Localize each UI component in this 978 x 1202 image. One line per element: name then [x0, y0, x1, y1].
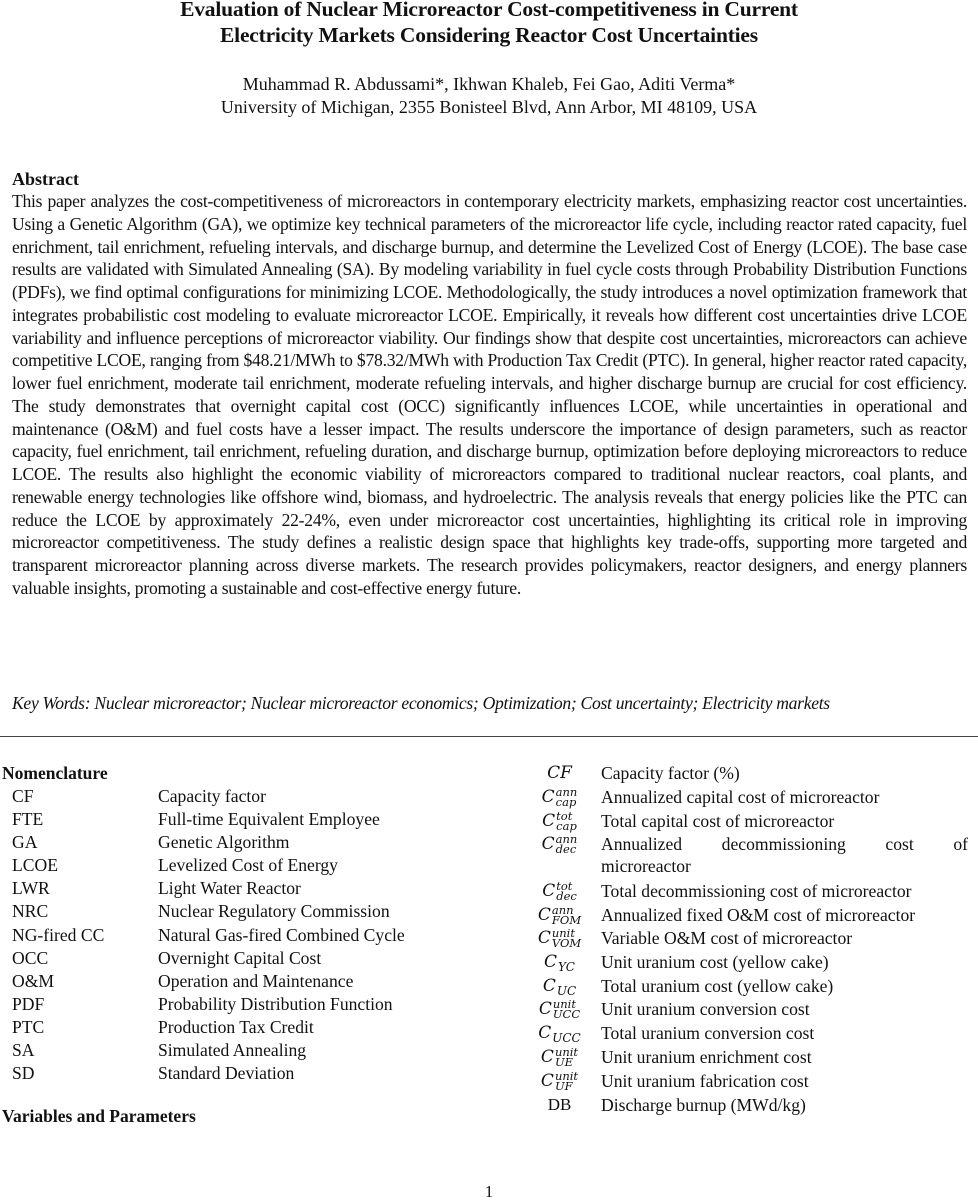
nomenclature-definition: Operation and Maintenance	[158, 970, 354, 991]
nomenclature-item	[0, 808, 500, 831]
variable-definition: Discharge burnup (MWd/kg)	[601, 1094, 806, 1115]
nomenclature-item	[0, 854, 500, 877]
keywords: Key Words: Nuclear microreactor; Nuclear microreactor economics; Optimization; Cost uncertainty; Electricity markets	[12, 693, 830, 713]
variables-heading: Variables and Parameters	[2, 1106, 196, 1126]
nomenclature-abbr: GA	[12, 832, 38, 853]
variable-symbol: C UC	[542, 975, 577, 998]
nomenclature-item	[0, 993, 500, 1016]
nomenclature-abbr: PDF	[12, 993, 45, 1014]
nomenclature-definition: Overnight Capital Cost	[158, 947, 322, 968]
variable-symbol: C unit UCC	[538, 997, 581, 1021]
abstract-body: This paper analyzes the cost-competitiveness of microreactors in contemporary electricity markets, emphasizing reactor cost uncertainties. Using a Genetic Algorithm (GA), we optimize key technical parameters of the microreactor life cycle, including reactor rated capacity, fuel enrichment, tail enrichment, refueling intervals, and discharge burnup, and determine the Levelized Cost of Energy (LCOE). The base case results are validated with Simulated Annealing (SA). By modeling variability in fuel cycle costs through Probability Distribution Functions (PDFs), we find optimal configurations for minimizing LCOE. Methodologically, the study introduces a novel optimization framework that integrates probabilistic cost modeling to evaluate microreactor LCOE. Empirically, it reveals how different cost uncertainties drive LCOE variability and influence perceptions of microreactor viability. Our findings show that despite cost uncertainties, microreactors can achieve competitive LCOE, ranging from $48.21/MWh to $78.32/MWh with Production Tax Credit (PTC). In general, higher reactor rated capacity, lower fuel enrichment, moderate tail enrichment, moderate refueling intervals, and higher discharge burnup are crucial for cost efficiency. The study demonstrates that overnight capital cost (OCC) significantly influences LCOE, while uncertainties in operational and maintenance (O&M) and fuel costs have a lesser impact. The results underscore the importance of design parameters, such as reactor capacity, fuel enrichment, tail enrichment, refueling duration, and discharge burnup, optimization before deploying microreactors to reduce LCOE. The results also highlight the economic viability of microreactors compared to traditional nuclear reactors, coal plants, and renewable energy technologies like offshore wind, biomass, and hydroelectric. The analysis reveals that energy policies like the PTC can reduce the LCOE by approximately 22-24%, even under microreactor cost uncertainties, highlighting its critical role in improving microreactor competitiveness. The study defines a realistic design space that highlights key trade-offs, supporting more targeted and transparent microreactor planning across diverse markets. The research provides policymakers, reactor designers, and energy planners valuable insights, promoting a sustainable and cost-effective energy future.	[12, 191, 967, 598]
nomenclature-item	[0, 1039, 500, 1062]
variable-item	[518, 810, 968, 834]
nomenclature-definition: Nuclear Regulatory Commission	[158, 901, 390, 922]
nomenclature-item	[0, 900, 500, 923]
nomenclature-abbr: OCC	[12, 947, 49, 968]
nomenclature-list	[0, 785, 500, 1085]
variable-item	[518, 786, 968, 810]
variable-definition: Total uranium cost (yellow cake)	[601, 975, 834, 996]
nomenclature-definition: Standard Deviation	[158, 1063, 295, 1084]
nomenclature-abbr: FTE	[12, 809, 44, 830]
variable-symbol: C unit UF	[540, 1068, 579, 1093]
nomenclature-definition: Levelized Cost of Energy	[158, 855, 338, 876]
title-line-2: Electricity Markets Considering Reactor Cost Uncertainties	[220, 23, 758, 47]
nomenclature-item	[0, 924, 500, 947]
page-number: 1	[484, 1182, 494, 1201]
nomenclature-abbr: LCOE	[12, 855, 58, 876]
author-block	[0, 73, 978, 119]
nomenclature-abbr: NG-fired CC	[12, 924, 105, 945]
variable-definition: Annualized fixed O&M cost of microreactor	[601, 904, 916, 925]
nomenclature-item	[0, 831, 500, 854]
nomenclature-item	[0, 1062, 500, 1085]
nomenclature-item	[0, 785, 500, 808]
nomenclature-abbr: CF	[12, 786, 34, 806]
nomenclature-abbr: SA	[12, 1040, 35, 1061]
nomenclature-definition: Full-time Equivalent Employee	[158, 809, 380, 830]
variable-item	[518, 998, 968, 1022]
variable-definition: Unit uranium enrichment cost	[601, 1046, 812, 1067]
variable-symbol: CF	[547, 763, 572, 783]
abstract-heading: Abstract	[12, 169, 79, 189]
nomenclature-item	[0, 1016, 500, 1039]
variable-definition: Unit uranium conversion cost	[601, 999, 810, 1019]
nomenclature-definition: Light Water Reactor	[158, 878, 301, 899]
nomenclature-definition: Capacity factor	[158, 786, 266, 806]
nomenclature-definition: Simulated Annealing	[158, 1040, 307, 1061]
nomenclature-abbr: O&M	[12, 970, 55, 991]
nomenclature-item	[0, 970, 500, 993]
variable-definition: Total decommissioning cost of microreactor	[601, 881, 912, 901]
variable-item	[518, 1046, 968, 1070]
variable-item	[518, 951, 968, 975]
variable-item	[518, 880, 968, 904]
nomenclature-item	[0, 877, 500, 900]
affiliation: University of Michigan, 2355 Bonisteel Blvd, Ann Arbor, MI 48109, USA	[220, 97, 758, 117]
variable-symbol: C unit VOM	[537, 926, 582, 950]
variable-symbol: C YC	[544, 952, 575, 974]
variable-definition: Capacity factor (%)	[601, 763, 740, 783]
variable-symbol: DB	[547, 1094, 572, 1114]
author-names: Muhammad R. Abdussami*, Ikhwan Khaleb, Fei Gao, Aditi Verma*	[242, 74, 736, 94]
variable-item	[518, 927, 968, 951]
nomenclature-abbr: LWR	[12, 878, 50, 899]
variable-symbol: C unit UE	[540, 1044, 579, 1069]
variable-symbol: C tot dec	[542, 879, 577, 903]
nomenclature-abbr: SD	[12, 1063, 35, 1084]
variable-definition: Total capital cost of microreactor	[601, 810, 835, 831]
variable-definition: Unit uranium cost (yellow cake)	[601, 952, 829, 972]
variable-item	[518, 833, 968, 880]
nomenclature-heading: Nomenclature	[2, 763, 108, 783]
nomenclature-abbr: NRC	[12, 901, 49, 922]
variable-definition: Total uranium conversion cost	[601, 1023, 815, 1043]
variable-item	[518, 975, 968, 999]
variable-symbol: C ann cap	[541, 785, 578, 809]
variable-item	[518, 1094, 968, 1118]
variable-definition: Annualized capital cost of microreactor	[601, 787, 880, 807]
variable-symbol: C UCC	[538, 1023, 581, 1045]
nomenclature-definition: Natural Gas-fired Combined Cycle	[158, 924, 405, 945]
variable-item	[518, 904, 968, 928]
variable-item	[518, 1070, 968, 1094]
nomenclature-definition: Production Tax Credit	[158, 1016, 314, 1037]
variable-symbol: C ann FOM	[537, 902, 582, 927]
nomenclature-abbr: PTC	[12, 1016, 45, 1037]
title-line-1: Evaluation of Nuclear Microreactor Cost-competitiveness in Current	[180, 0, 798, 21]
nomenclature-item	[0, 947, 500, 970]
variable-symbol: C ann dec	[541, 832, 578, 856]
variable-definition: Annualized decommissioning cost of microreactor	[601, 834, 968, 876]
paper-title	[0, 0, 978, 48]
variable-item	[518, 1022, 968, 1046]
nomenclature-definition: Probability Distribution Function	[158, 993, 393, 1014]
variable-symbol: C tot cap	[542, 808, 577, 833]
variables-list	[518, 762, 968, 1118]
variable-definition: Variable O&M cost of microreactor	[601, 928, 853, 948]
variable-definition: Unit uranium fabrication cost	[601, 1070, 809, 1091]
variable-item	[518, 762, 968, 786]
section-divider	[0, 736, 978, 737]
nomenclature-definition: Genetic Algorithm	[158, 832, 290, 853]
